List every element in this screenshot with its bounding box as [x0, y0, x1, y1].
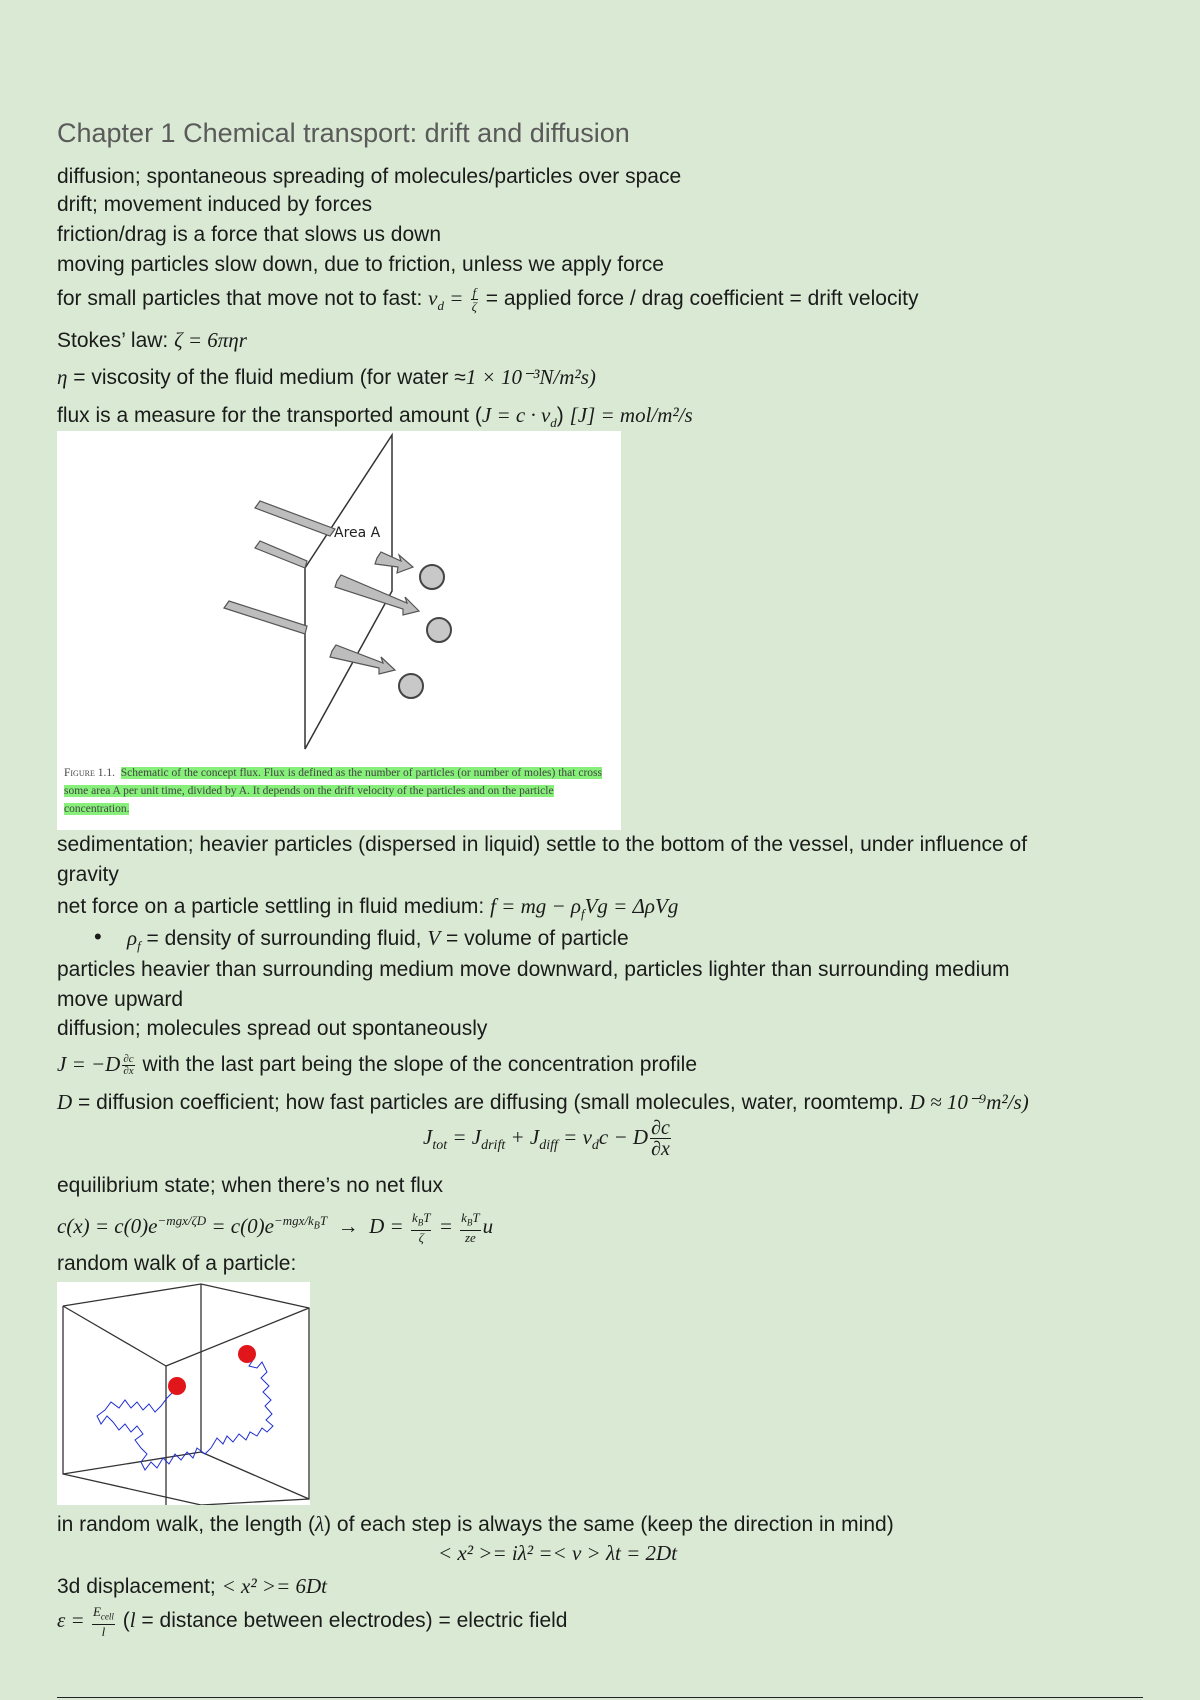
cube-edge	[63, 1306, 166, 1366]
viscosity-line: η = viscosity of the fluid medium (for water ≈1 × 10⁻³N/m²s)	[57, 365, 596, 389]
particle	[420, 565, 444, 589]
text-line: moving particles slow down, due to friction, unless we apply force	[57, 253, 664, 276]
area-label: Area A	[334, 525, 381, 541]
stokes-law-line: Stokes’ law: ζ = 6πηr	[57, 328, 247, 352]
text-line: diffusion; spontaneous spreading of molecules/particles over space	[57, 165, 682, 188]
displacement-line: 3d displacement; < x² >= 6Dt	[57, 1574, 327, 1598]
particle	[427, 618, 451, 642]
particle	[399, 674, 423, 698]
text-line: particles heavier than surrounding medium move downward, particles lighter than surrounding medium	[57, 958, 1010, 981]
text-line: in random walk, the length (λ) of each step is always the same (keep the direction in mind)	[57, 1512, 894, 1536]
text-line: sedimentation; heavier particles (dispersed in liquid) settle to the bottom of the vessel, under influence of	[57, 833, 1028, 856]
total-flux-equation: $J_{tot} = J_{drift} + J_{diff} = v_dc - D$ $\frac{\partial c}{\partial x}$	[423, 1117, 670, 1160]
flux-schematic	[57, 431, 621, 761]
random-walk-path	[97, 1354, 273, 1470]
text-line: equilibrium state; when there’s no net flux	[57, 1174, 443, 1197]
bottom-divider	[57, 1697, 1143, 1698]
electric-field-line: ε = $\frac{E_{cell}}{l}$ (l = distance between electrodes) = electric field	[57, 1604, 568, 1639]
fick-law-line: J = −D $\frac{\partial c}{\partial x}$ with the last part being the slope of the concentration profile	[57, 1052, 698, 1077]
text-line: gravity	[57, 863, 119, 886]
random-walk-cube	[57, 1282, 310, 1505]
mean-square-equation: < x² >= iλ² =< v > λt = 2Dt	[438, 1541, 678, 1565]
bullet-dot: •	[94, 924, 102, 949]
particle-start	[238, 1345, 256, 1363]
bullet-item: $\rho_f$ = density of surrounding fluid, V = volume of particle	[127, 926, 629, 954]
cube-edge	[201, 1452, 309, 1499]
text-line: move upward	[57, 988, 184, 1011]
text-line: drift; movement induced by forces	[57, 193, 373, 216]
chapter-title: Chapter 1 Chemical transport: drift and diffusion	[57, 118, 630, 148]
drift-velocity-line: for small particles that move not to fast: $v_d$ = $\frac{f}{\zeta}$ = applied force / drag coefficient = drift velocity	[57, 284, 919, 314]
random-walk-figure	[57, 1282, 310, 1505]
flux-arrow	[255, 501, 335, 536]
diffusion-coeff-line: D = diffusion coefficient; how fast particles are diffusing (small molecules, water, roomtemp. D ≈ 10⁻⁹m²/s)	[57, 1090, 1029, 1114]
net-force-line: net force on a particle settling in fluid medium: f = mg − $\rho_fVg = \Delta\rho Vg$	[57, 894, 679, 922]
flux-line: flux is a measure for the transported amount $(J = c \cdot v_d)$ [J] = mol/m²/s	[57, 403, 693, 431]
text-line: random walk of a particle:	[57, 1252, 297, 1275]
cube-edge	[63, 1284, 309, 1505]
cube-edge	[166, 1308, 309, 1366]
flux-arrow	[224, 601, 307, 634]
text-line: diffusion; molecules spread out spontaneously	[57, 1017, 488, 1040]
flux-arrow	[255, 541, 307, 568]
equilibrium-equation: $c(x) = c(0)e^{-mgx/\zeta D} = c(0)e^{-mgx/k_BT} \to D$ = $\frac{k_BT}{\zeta}$ = $\frac{k_BT}{ze}$ u	[57, 1210, 494, 1245]
flux-figure	[57, 431, 621, 830]
cube-edge	[63, 1452, 201, 1474]
text-line: friction/drag is a force that slows us down	[57, 223, 442, 246]
figure-caption: Figure 1.1. Schematic of the concept flux. Flux is defined as the number of particles (or number of moles) that cross some area A per unit time, divided by A. It depends on the drift velocity of the particles and on the particle concentration.	[64, 767, 602, 815]
particle-end	[168, 1377, 186, 1395]
